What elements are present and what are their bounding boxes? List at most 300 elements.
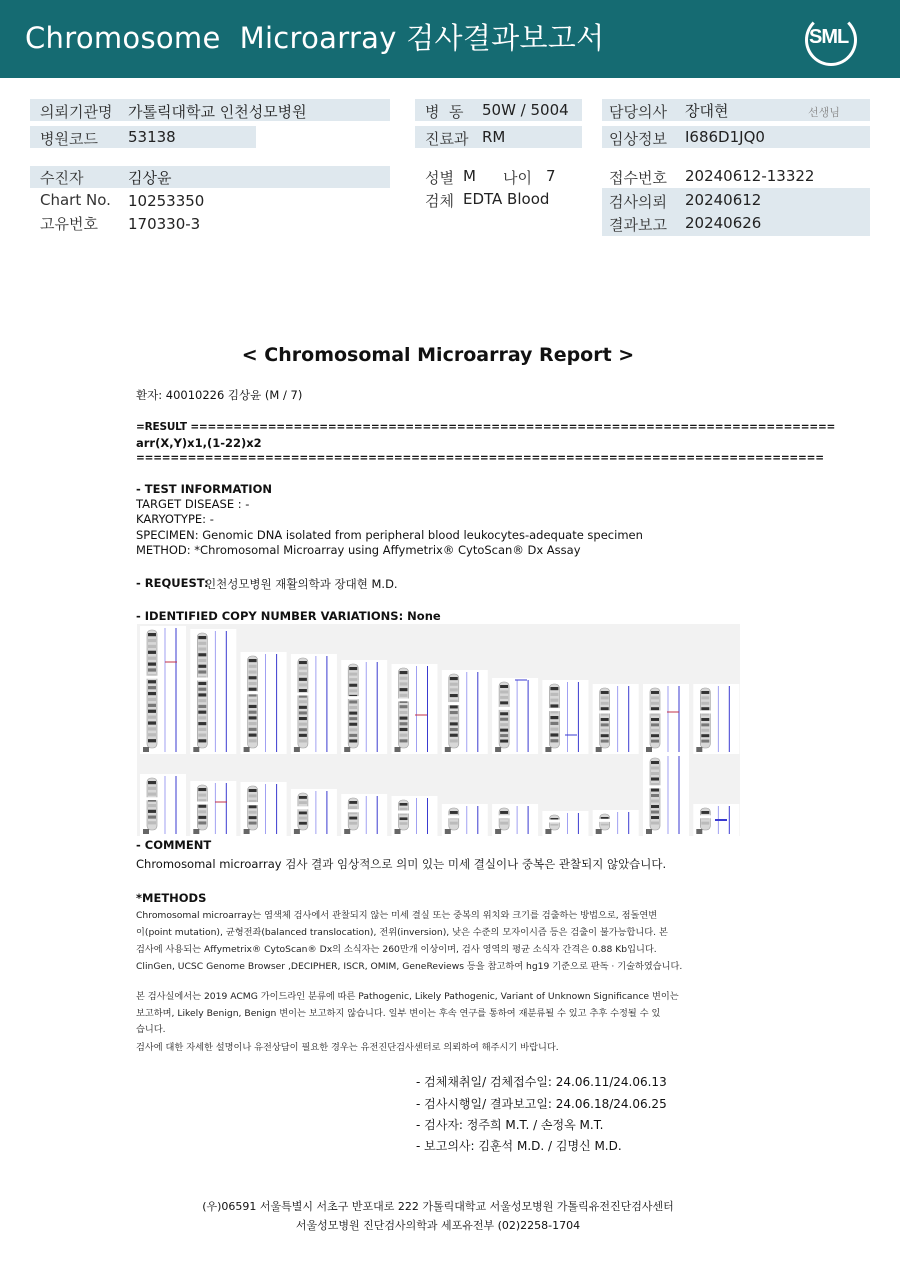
chromosome-band [651, 800, 659, 803]
comment-text: Chromosomal microarray 검사 결과 임상적으로 의미 있는 미세 결실이나 중복은 관찰되지 않았습니다. [136, 857, 667, 871]
chromosome-label-tag [696, 829, 702, 834]
signoff-sample-dates: - 검체채취일/ 검체접수일: 24.06.11/24.06.13 [416, 1075, 667, 1089]
chromosome-band [701, 707, 709, 710]
chromosome-band [148, 657, 156, 660]
chromosome-band [550, 722, 558, 725]
chromosome-band [651, 702, 659, 705]
chromosome-label-tag [696, 747, 702, 752]
centromere [398, 811, 409, 814]
report-header-title: Chromosome Microarray 검사결과보고서 [25, 21, 605, 55]
chromosome-band [349, 728, 357, 731]
cnv-heading: - IDENTIFIED COPY NUMBER VARIATIONS: None [136, 609, 441, 623]
chromosome-band [299, 672, 307, 675]
chromosome-band [400, 817, 408, 820]
chromosome-band [651, 822, 659, 825]
chromosome-label-tag [244, 747, 250, 752]
signoff-physicians: - 보고의사: 김훈석 M.D. / 김명신 M.D. [416, 1139, 622, 1153]
centromere [147, 676, 158, 679]
centromere [297, 806, 308, 809]
chromosome-band [198, 722, 206, 725]
chromosome-label-tag [294, 747, 300, 752]
chromosome-label-tag [193, 829, 199, 834]
acmg-line: 습니다. [136, 1024, 166, 1035]
report-date-value: 20240626 [685, 214, 762, 232]
chromosome-band [148, 787, 156, 790]
chromosome-band [450, 688, 458, 691]
chromosome-band [651, 778, 659, 781]
chromosome-band [500, 740, 508, 743]
request-org-label: 의뢰기관명 [40, 103, 113, 121]
acmg-line: 본 검사실에서는 2019 ACMG 가이드라인 분류에 따른 Pathogenic, Likely Pathogenic, Variant of Unknown Significance 변이는 [136, 991, 679, 1002]
logo-text: SML [809, 26, 849, 48]
chromosome-band [349, 667, 357, 670]
centromere [247, 802, 258, 805]
test-info-heading: - TEST INFORMATION [136, 482, 272, 496]
sml-logo [805, 14, 855, 64]
methods-line: 검사에 사용되는 Affymetrix® CytoScan® Dx의 소식자는 260만개 이상이며, 검사 영역의 평균 소식자 간격은 0.88 Kb입니다. [136, 944, 657, 955]
chromosome-band [148, 716, 156, 719]
chromosome-band [148, 698, 156, 701]
chromosome-band [148, 651, 156, 654]
chromosome-band [349, 673, 357, 676]
hospital-code-value: 53138 [128, 128, 176, 146]
chromosome-band [148, 704, 156, 707]
methods-heading: *METHODS [136, 891, 207, 905]
centromere [650, 711, 661, 714]
chromosome-band [249, 711, 257, 714]
chromosome-band [249, 789, 257, 792]
patient-value: 김상윤 [128, 169, 172, 187]
sex-value: M [463, 167, 476, 185]
chromosome-band [299, 711, 307, 714]
request-date-value: 20240612 [685, 191, 762, 209]
chromosome-band [701, 811, 709, 814]
chromosome-band [148, 727, 156, 730]
report-date-label: 결과보고 [609, 216, 667, 234]
chromosome-band [651, 811, 659, 814]
centromere [700, 815, 711, 818]
chromosome-band [450, 722, 458, 725]
chromosome-band [198, 794, 206, 797]
chromosome-band [249, 699, 257, 702]
chromosome-band [249, 816, 257, 819]
chromosome-band [249, 716, 257, 719]
chart-label: Chart No. [40, 191, 111, 209]
chromosome-label-tag [596, 829, 602, 834]
chromosome-band [450, 728, 458, 731]
chromosome-band [701, 702, 709, 705]
chromosome-band [500, 701, 508, 704]
chromosome-band [400, 688, 408, 691]
chromosome-band [249, 728, 257, 731]
chromosome-band [148, 686, 156, 689]
chromosome-band [400, 705, 408, 708]
chromosome-band [198, 659, 206, 662]
chromosome-band [450, 683, 458, 686]
chromosome-band [500, 822, 508, 825]
chromosome-band [299, 812, 307, 815]
chart-value: 10253350 [128, 192, 205, 210]
chromosome-band [601, 734, 609, 737]
chromosome-band [198, 816, 206, 819]
patient-line: 환자: 40010226 김상윤 (M / 7) [136, 388, 303, 402]
chromosome-band [349, 678, 357, 681]
chromosome-band [299, 822, 307, 825]
centromere [297, 693, 308, 696]
chromosome-band [198, 682, 206, 685]
unique-value: 170330-3 [128, 215, 201, 233]
chromosome-band [299, 728, 307, 731]
chromosome-band [651, 740, 659, 743]
request-org-value: 가톨릭대학교 인천성모병원 [128, 103, 307, 121]
chromosome-band [450, 694, 458, 697]
chromosome-band [400, 728, 408, 731]
result-header-line: =RESULT =========================================================================== [136, 421, 836, 433]
band-patient [30, 166, 390, 188]
chromosome-band [500, 685, 508, 688]
chromosome-band [450, 811, 458, 814]
chromosome-band [198, 788, 206, 791]
chromosome-band [148, 680, 156, 683]
chromosome-band [550, 818, 558, 820]
chromosome-band [500, 696, 508, 699]
chromosome-band [651, 805, 659, 808]
chromosome-band [198, 653, 206, 656]
dept-label: 진료과 [425, 130, 469, 148]
chromosome-band [349, 717, 357, 720]
chromosome-band [299, 689, 307, 692]
hospital-code-label: 병원코드 [40, 130, 98, 148]
chromosome-band [148, 810, 156, 813]
chromosome-band [349, 739, 357, 742]
chromosome-band [651, 691, 659, 694]
consult-line: 검사에 대한 자세한 설명이나 유전상담이 필요한 경우는 유전진단검사센터로 의뢰하여 해주시기 바랍니다. [136, 1042, 559, 1053]
methods-line: Chromosomal microarray는 염색체 검사에서 관찰되지 않는 미세 결실 또는 중복의 위치와 크기를 검출하는 방법으로, 점돌연변 [136, 910, 658, 921]
chromosome-band [148, 645, 156, 648]
chromosome-band [601, 696, 609, 699]
chromosome-band [701, 740, 709, 743]
centromere [499, 815, 510, 818]
chromosome-band [400, 803, 408, 806]
centromere [348, 809, 359, 812]
chromosome-band [299, 739, 307, 742]
target-disease: TARGET DISEASE : - [136, 497, 250, 511]
chromosome-band [601, 817, 609, 819]
chromosome-band [500, 712, 508, 715]
report-title: < Chromosomal Microarray Report > [241, 344, 635, 366]
age-label: 나이 [503, 169, 532, 187]
chromosome-band [601, 702, 609, 705]
chromosome-band [651, 816, 659, 819]
chromosome-band [651, 794, 659, 797]
doctor-label: 담당의사 [609, 103, 667, 121]
centromere [599, 711, 610, 714]
chromosome-band [500, 718, 508, 721]
chromosome-band [198, 805, 206, 808]
chromosome-band [349, 689, 357, 692]
chromosome-band [148, 662, 156, 665]
centromere [147, 797, 158, 800]
karyogram-svg [137, 624, 740, 836]
chromosome-band [450, 705, 458, 708]
chromosome-band [249, 688, 257, 691]
chromosome-band [198, 670, 206, 673]
chromosome-label-tag [244, 829, 250, 834]
chromosome-band [400, 671, 408, 674]
centromere [499, 707, 510, 710]
centromere [448, 815, 459, 818]
chromosome-band [450, 734, 458, 737]
chromosome-band [198, 739, 206, 742]
chromosome-band [249, 811, 257, 814]
chromosome-band [349, 806, 357, 809]
chromosome-band [701, 822, 709, 825]
method-line: METHOD: *Chromosomal Microarray using Affymetrix® CytoScan® Dx Assay [136, 543, 581, 557]
centromere [650, 785, 661, 788]
chromosome-band [198, 716, 206, 719]
chromosome-band [198, 665, 206, 668]
centromere [197, 802, 208, 805]
chromosome-label-tag [395, 747, 401, 752]
centromere [599, 819, 610, 822]
chromosome-band [550, 693, 558, 696]
chromosome-band [299, 700, 307, 703]
footer-address: (우)06591 서울특별시 서초구 반포대로 222 가톨릭대학교 서울성모병원 가톨릭유전진단검사센터 [202, 1200, 674, 1213]
chromosome-band [601, 718, 609, 721]
chromosome-label-tag [395, 829, 401, 834]
chromosome-band [249, 734, 257, 737]
chromosome-band [601, 691, 609, 694]
chromosome-band [701, 718, 709, 721]
chromosome-band [400, 682, 408, 685]
chromosome-band [299, 717, 307, 720]
chromosome-band [198, 688, 206, 691]
request-value: 인천성모병원 재활의학과 장대현 M.D. [205, 577, 398, 591]
ward-label: 병 동 [425, 103, 464, 121]
chromosome-band [198, 734, 206, 737]
chromosome-band [249, 665, 257, 668]
centromere [197, 678, 208, 681]
chromosome-band [299, 678, 307, 681]
chromosome-band [198, 821, 206, 824]
specimen-line: SPECIMEN: Genomic DNA isolated from peripheral blood leukocytes-adequate specimen [136, 528, 643, 542]
chromosome-label-tag [596, 747, 602, 752]
chromosome-band [198, 636, 206, 639]
clinical-label: 임상정보 [609, 130, 667, 148]
chromosome-band [450, 677, 458, 680]
chromosome-label-tag [344, 829, 350, 834]
karyogram-panel [137, 624, 740, 836]
chromosome-band [148, 692, 156, 695]
chromosome-band [601, 707, 609, 710]
dept-value: RM [482, 128, 506, 146]
chromosome-band [500, 734, 508, 737]
chromosome-band [249, 670, 257, 673]
chromosome-band [299, 796, 307, 799]
chromosome-band [299, 801, 307, 804]
centromere [348, 696, 359, 699]
chromosome-band [249, 722, 257, 725]
centromere [549, 708, 560, 711]
chromosome-band [249, 822, 257, 825]
unique-label: 고유번호 [40, 215, 98, 233]
chromosome-band [450, 717, 458, 720]
chromosome-label-tag [193, 747, 199, 752]
chromosome-band [198, 810, 206, 813]
methods-line: ClinGen, UCSC Genome Browser ,DECIPHER, ISCR, OMIM, GeneReviews 등을 참고하여 hg19 기준으로 판독 · 기술하였습니다. [136, 961, 683, 972]
chromosome-band [550, 716, 558, 719]
chromosome-band [400, 677, 408, 680]
chromosome-band [651, 734, 659, 737]
chromosome-band [701, 723, 709, 726]
chromosome-band [148, 739, 156, 742]
chromosome-band [400, 711, 408, 714]
chromosome-band [198, 693, 206, 696]
chromosome-band [198, 711, 206, 714]
chromosome-band [500, 690, 508, 693]
karyotype: KARYOTYPE: - [136, 512, 214, 526]
methods-line: 이(point mutation), 균형전좌(balanced translocation), 전위(inversion), 낮은 수준의 모자이시즘 등은 검출이 불가능합니다. 본 [136, 927, 668, 938]
chromosome-band [249, 805, 257, 808]
chromosome-band [349, 712, 357, 715]
chromosome-band [148, 668, 156, 671]
chromosome-band [450, 711, 458, 714]
chromosome-band [349, 817, 357, 820]
chromosome-band [148, 639, 156, 642]
chromosome-band [550, 824, 558, 826]
chromosome-band [651, 772, 659, 775]
chromosome-band [249, 794, 257, 797]
chromosome-band [651, 723, 659, 726]
chromosome-band [349, 700, 357, 703]
chromosome-band [400, 694, 408, 697]
chromosome-band [550, 699, 558, 702]
chromosome-band [299, 723, 307, 726]
doctor-value: 장대현 [685, 102, 729, 120]
chromosome-band [148, 804, 156, 807]
chromosome-band [299, 667, 307, 670]
chromosome-band [148, 781, 156, 784]
acmg-line: 보고하며, Likely Benign, Benign 변이는 보고하지 않습니다. 일부 변이는 후속 연구를 통하여 재분류될 수 있고 추후 수정될 수 있 [136, 1008, 661, 1019]
chromosome-band [400, 739, 408, 742]
chromosome-band [198, 642, 206, 645]
age-value: 7 [546, 167, 556, 185]
chromosome-band [550, 687, 558, 690]
chromosome-band [249, 676, 257, 679]
chromosome-label-tag [445, 747, 451, 752]
specimen-label: 검체 [425, 192, 454, 210]
chromosome-band [651, 718, 659, 721]
chromosome-label-tag [445, 829, 451, 834]
chromosome-band [299, 661, 307, 664]
result-rule: ================================================================================ [136, 452, 824, 464]
footer-dept: 서울성모병원 진단검사의학과 세포유전부 (02)2258-1704 [295, 1219, 581, 1232]
chromosome-band [148, 733, 156, 736]
chromosome-band [400, 722, 408, 725]
centromere [398, 699, 409, 702]
chromosome-band [148, 633, 156, 636]
chromosome-label-tag [495, 829, 501, 834]
chromosome-band [400, 734, 408, 737]
chromosome-band [400, 717, 408, 720]
specimen-value: EDTA Blood [463, 190, 550, 208]
patient-label: 수진자 [40, 169, 84, 187]
chromosome-band [651, 696, 659, 699]
chromosome-band [299, 734, 307, 737]
chromosome-band [651, 767, 659, 770]
chromosome-band [450, 739, 458, 742]
chromosome-band [400, 822, 408, 825]
receipt-label: 접수번호 [609, 169, 667, 187]
clinical-value: I686D1JQ0 [685, 128, 765, 146]
sex-label: 성별 [425, 169, 454, 187]
chromosome-band [601, 723, 609, 726]
chromosome-band [148, 793, 156, 796]
chromosome-label-tag [646, 747, 652, 752]
chromosome-band [249, 682, 257, 685]
chromosome-band [349, 734, 357, 737]
chromosome-band [550, 728, 558, 731]
chromosome-band [500, 811, 508, 814]
chromosome-band [249, 659, 257, 662]
chromosome-band [249, 739, 257, 742]
doctor-suffix: 선생님 [808, 106, 840, 119]
chromosome-band [148, 721, 156, 724]
chromosome-band [349, 723, 357, 726]
centromere [700, 711, 711, 714]
signoff-technicians: - 검사자: 정주희 M.T. / 손정옥 M.T. [416, 1118, 604, 1132]
chromosome-band [651, 761, 659, 764]
signoff-test-dates: - 검사시행일/ 결과보고일: 24.06.18/24.06.25 [416, 1097, 667, 1111]
chromosome-band [148, 710, 156, 713]
chromosome-band [299, 817, 307, 820]
chromosome-band [701, 734, 709, 737]
chromosome-label-tag [143, 747, 149, 752]
chromosome-band [349, 706, 357, 709]
chromosome-band [198, 647, 206, 650]
chromosome-band [349, 822, 357, 825]
comment-heading: - COMMENT [136, 838, 212, 852]
chromosome-band [400, 808, 408, 811]
receipt-value: 20240612-13322 [685, 167, 815, 185]
chromosome-band [651, 707, 659, 710]
chromosome-band [550, 704, 558, 707]
chromosome-band [349, 684, 357, 687]
chromosome-label-tag [646, 829, 652, 834]
centromere [247, 691, 258, 694]
chromosome-band [198, 728, 206, 731]
chromosome-band [299, 683, 307, 686]
chromosome-band [500, 723, 508, 726]
chromosome-band [701, 729, 709, 732]
chromosome-band [550, 733, 558, 736]
result-value: arr(X,Y)x1,(1-22)x2 [136, 436, 262, 450]
chromosome-label-tag [344, 747, 350, 752]
chromosome-band [148, 821, 156, 824]
chromosome-band [601, 729, 609, 732]
chromosome-band [500, 729, 508, 732]
chromosome-band [450, 822, 458, 825]
centromere [549, 820, 560, 823]
chromosome-label-tag [545, 747, 551, 752]
chromosome-band [198, 705, 206, 708]
request-date-label: 검사의뢰 [609, 193, 667, 211]
centromere [448, 702, 459, 705]
request-label: - REQUEST: [136, 576, 209, 590]
chromosome-band [249, 705, 257, 708]
chromosome-band [601, 824, 609, 826]
chromosome-label-tag [545, 829, 551, 834]
